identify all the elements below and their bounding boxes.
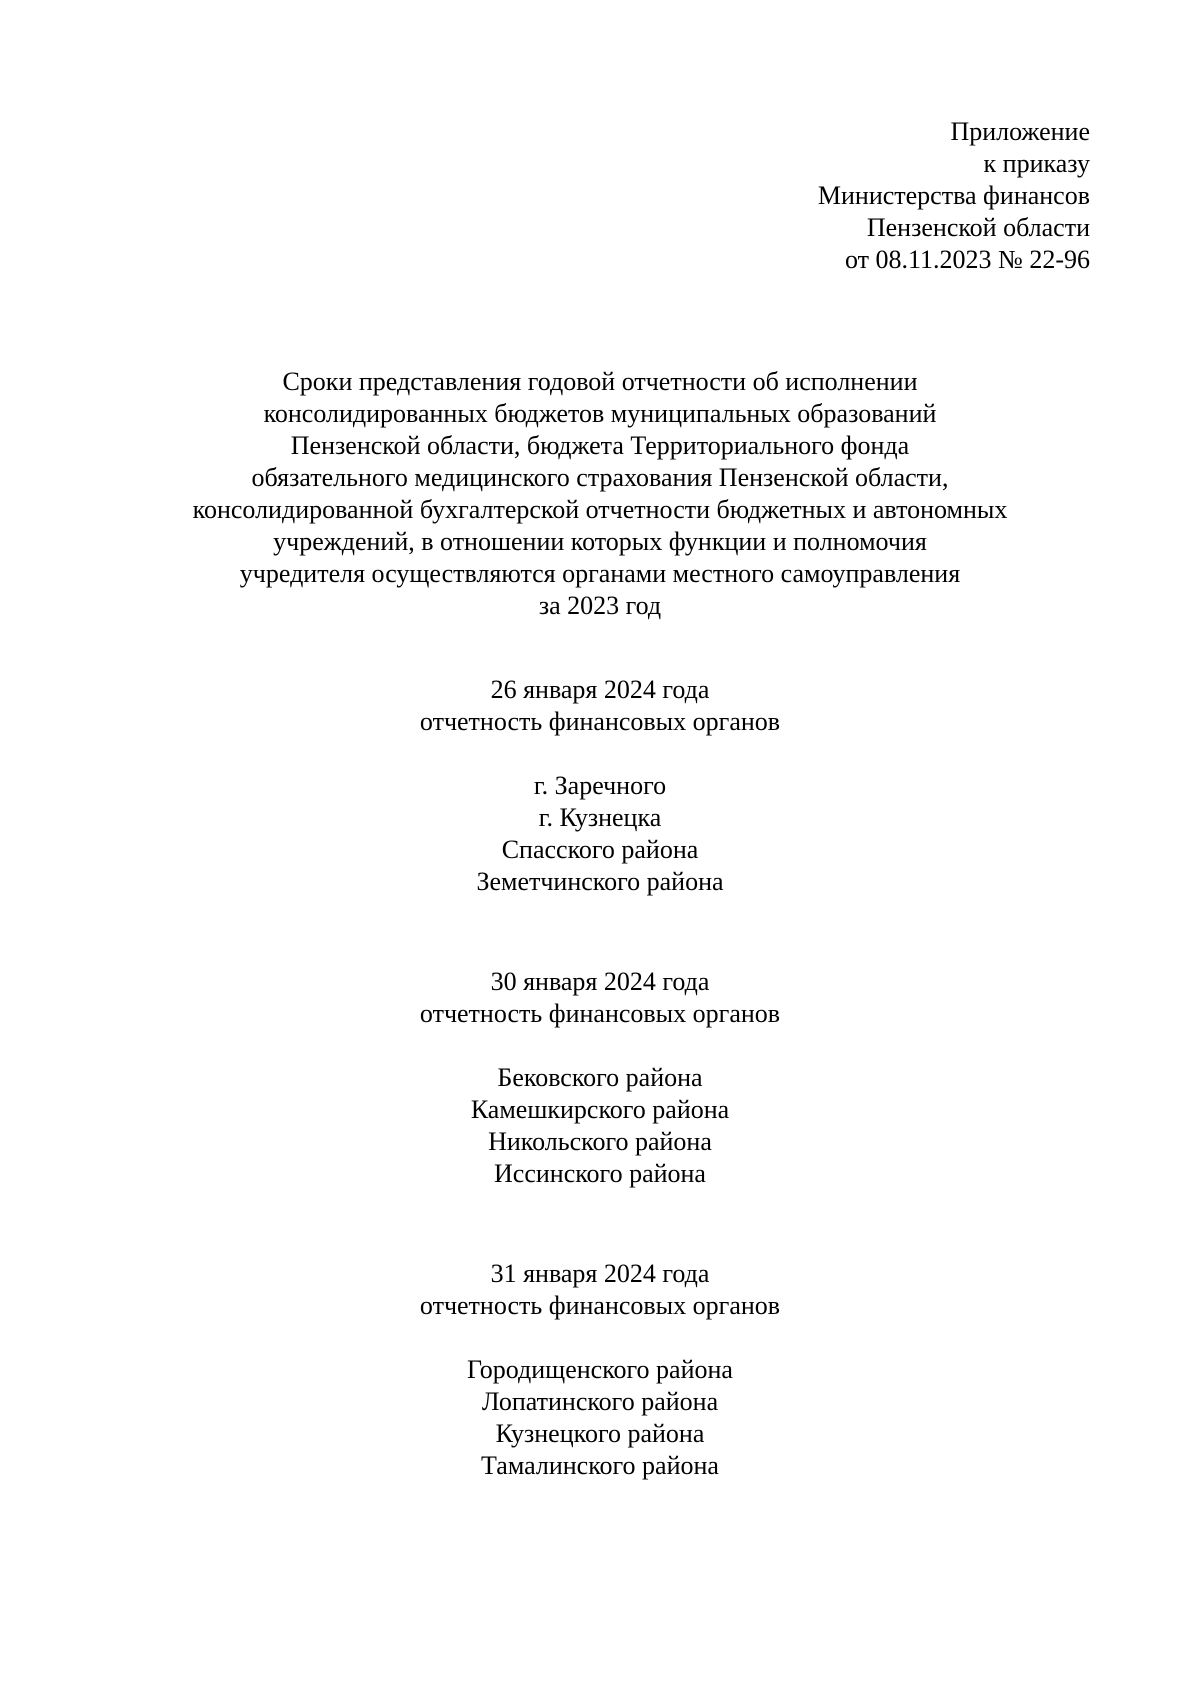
title-line: учредителя осуществляются органами местного самоуправления xyxy=(239,559,961,588)
title-line: за 2023 год xyxy=(538,591,662,620)
appendix-line: Пензенской области xyxy=(866,213,1090,242)
deadline-date: 30 января 2024 года xyxy=(490,967,710,996)
municipality-item: Земетчинского района xyxy=(476,867,724,896)
title-line: Пензенской области, бюджета Территориального фонда xyxy=(290,431,910,460)
appendix-header xyxy=(818,116,1090,276)
deadline-subtitle: отчетность финансовых органов xyxy=(419,707,781,736)
appendix-line: Министерства финансов xyxy=(817,181,1090,210)
municipality-item: г. Кузнецка xyxy=(538,803,662,832)
municipality-item: Бековского района xyxy=(497,1063,703,1092)
title-line: Сроки представления годовой отчетности об исполнении xyxy=(282,367,918,396)
municipality-item: г. Заречного xyxy=(533,771,667,800)
deadline-section xyxy=(200,1258,1000,1482)
municipality-item: Кузнецкого района xyxy=(495,1419,705,1448)
municipality-item: Городищенского района xyxy=(467,1355,733,1384)
municipality-item: Камешкирского района xyxy=(470,1095,730,1124)
municipality-item: Никольского района xyxy=(488,1127,712,1156)
appendix-line: Приложение xyxy=(950,117,1090,146)
document-title xyxy=(150,366,1050,622)
deadline-subtitle: отчетность финансовых органов xyxy=(419,1291,781,1320)
title-line: консолидированной бухгалтерской отчетности бюджетных и автономных xyxy=(192,495,1008,524)
title-line: обязательного медицинского страхования Пензенской области, xyxy=(251,463,949,492)
title-line: консолидированных бюджетов муниципальных образований xyxy=(263,399,937,428)
deadline-subtitle: отчетность финансовых органов xyxy=(419,999,781,1028)
deadline-date: 31 января 2024 года xyxy=(490,1259,710,1288)
deadline-date: 26 января 2024 года xyxy=(490,675,710,704)
deadline-section xyxy=(200,674,1000,898)
title-line: учреждений, в отношении которых функции и полномочия xyxy=(273,527,927,556)
municipality-item: Спасского района xyxy=(501,835,699,864)
deadline-section xyxy=(200,966,1000,1190)
municipality-item: Тамалинского района xyxy=(481,1451,719,1480)
municipality-item: Иссинского района xyxy=(494,1159,706,1188)
appendix-line: от 08.11.2023 № 22-96 xyxy=(844,245,1090,274)
appendix-line: к приказу xyxy=(983,149,1090,178)
municipality-item: Лопатинского района xyxy=(481,1387,719,1416)
